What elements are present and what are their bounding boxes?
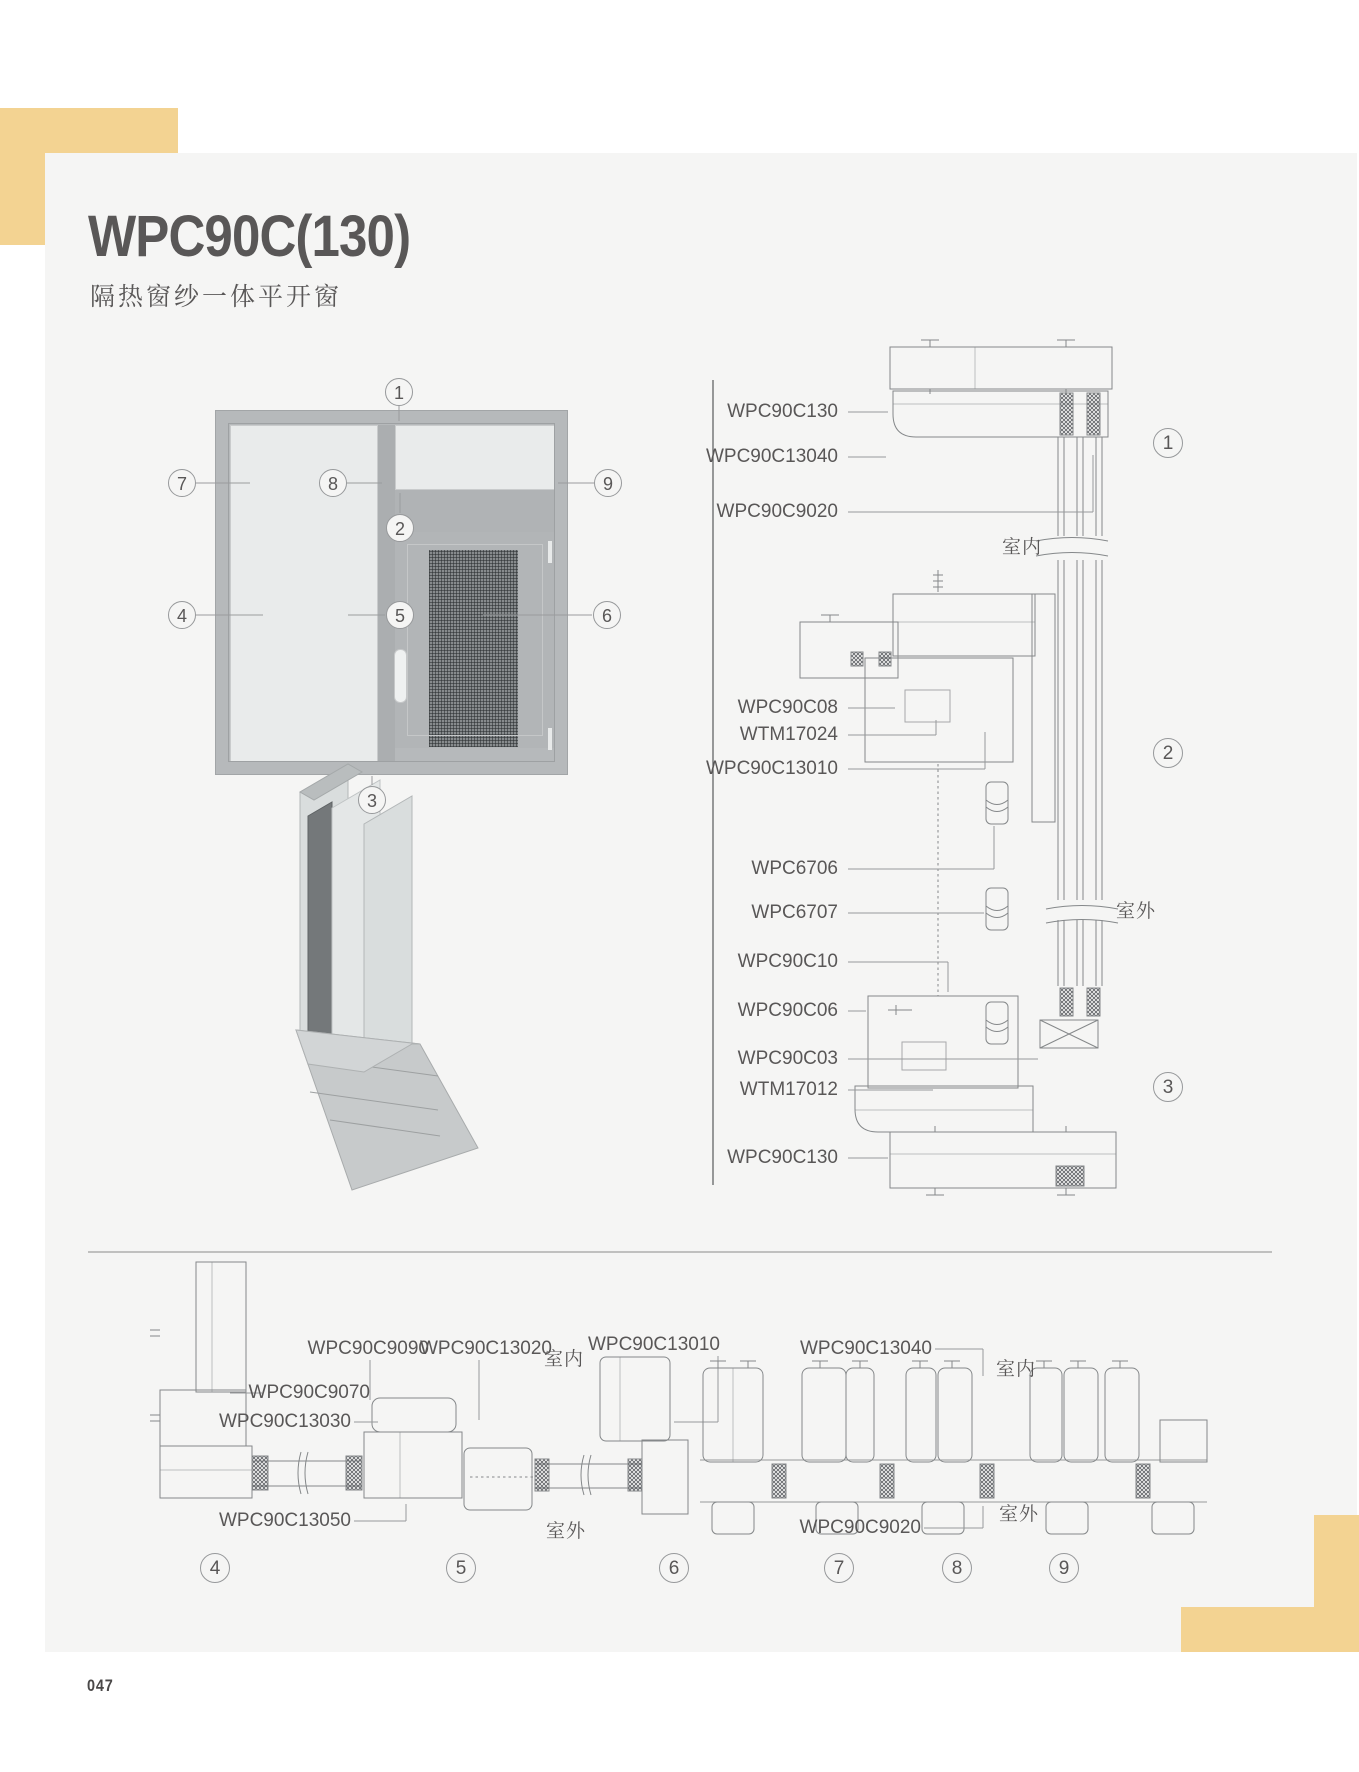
part-label: WPC90C9020 [799,1517,921,1538]
right-leader-lines [848,412,1093,1158]
profile-3d-render [296,764,478,1190]
part-label: WPC90C9090 [307,1338,429,1359]
part-label: WPC90C130 [727,1147,838,1168]
part-label: WPC90C03 [737,1048,838,1069]
part-label: WTM17024 [739,724,838,745]
part-label: WPC90C13040 [705,446,838,467]
outdoor-label: 室外 [546,1521,587,1542]
section-marker-4: 4 [200,1553,230,1583]
bottom-right-section-drawing [700,1361,1207,1534]
part-label: WPC90C9070 [248,1382,370,1403]
section-marker-3: 3 [1153,1072,1183,1102]
callout-3: 3 [358,786,386,814]
part-label: WPC90C9020 [716,501,838,522]
right-section-drawing [800,340,1118,1195]
part-label: WPC90C13010 [705,758,838,779]
indoor-label: 室内 [544,1349,585,1370]
indoor-label: 室内 [1002,537,1043,558]
callout-2: 2 [386,514,414,542]
callout-7: 7 [168,469,196,497]
callout-9: 9 [594,469,622,497]
section-marker-6: 6 [659,1553,689,1583]
part-label: WPC90C13020 [419,1338,552,1359]
part-label: WPC90C130 [727,401,838,422]
section-marker-2: 2 [1153,738,1183,768]
section-marker-1: 1 [1153,428,1183,458]
part-label: WPC90C08 [737,697,838,718]
section-marker-5: 5 [446,1553,476,1583]
part-label: WPC90C13010 [587,1334,720,1355]
callout-6: 6 [593,601,621,629]
part-label: WPC90C13050 [218,1510,351,1531]
page-number: 047 [87,1676,114,1695]
callout-1: 1 [385,378,413,406]
bottom-right-leader-lines [924,1349,983,1528]
part-label: WPC90C13040 [799,1338,932,1359]
elevation-leader-lines [196,406,594,785]
part-label: WPC90C10 [737,951,838,972]
outdoor-label: 室外 [999,1504,1040,1525]
part-label: WPC90C13030 [218,1411,351,1432]
bottom-left-section-drawing [150,1262,688,1514]
callout-8: 8 [319,469,347,497]
section-marker-8: 8 [942,1553,972,1583]
outdoor-label: 室外 [1116,901,1157,922]
callout-4: 4 [168,601,196,629]
part-label: WTM17012 [739,1079,838,1100]
indoor-label: 室内 [996,1359,1037,1380]
page-subtitle: 隔热窗纱一体平开窗 [90,283,343,311]
page-title: WPC90C(130) [88,204,411,269]
callout-5: 5 [386,601,414,629]
part-label: WPC6706 [751,858,838,879]
part-label: WPC90C06 [737,1000,838,1021]
section-marker-7: 7 [824,1553,854,1583]
section-marker-9: 9 [1049,1553,1079,1583]
part-label: WPC6707 [751,902,838,923]
